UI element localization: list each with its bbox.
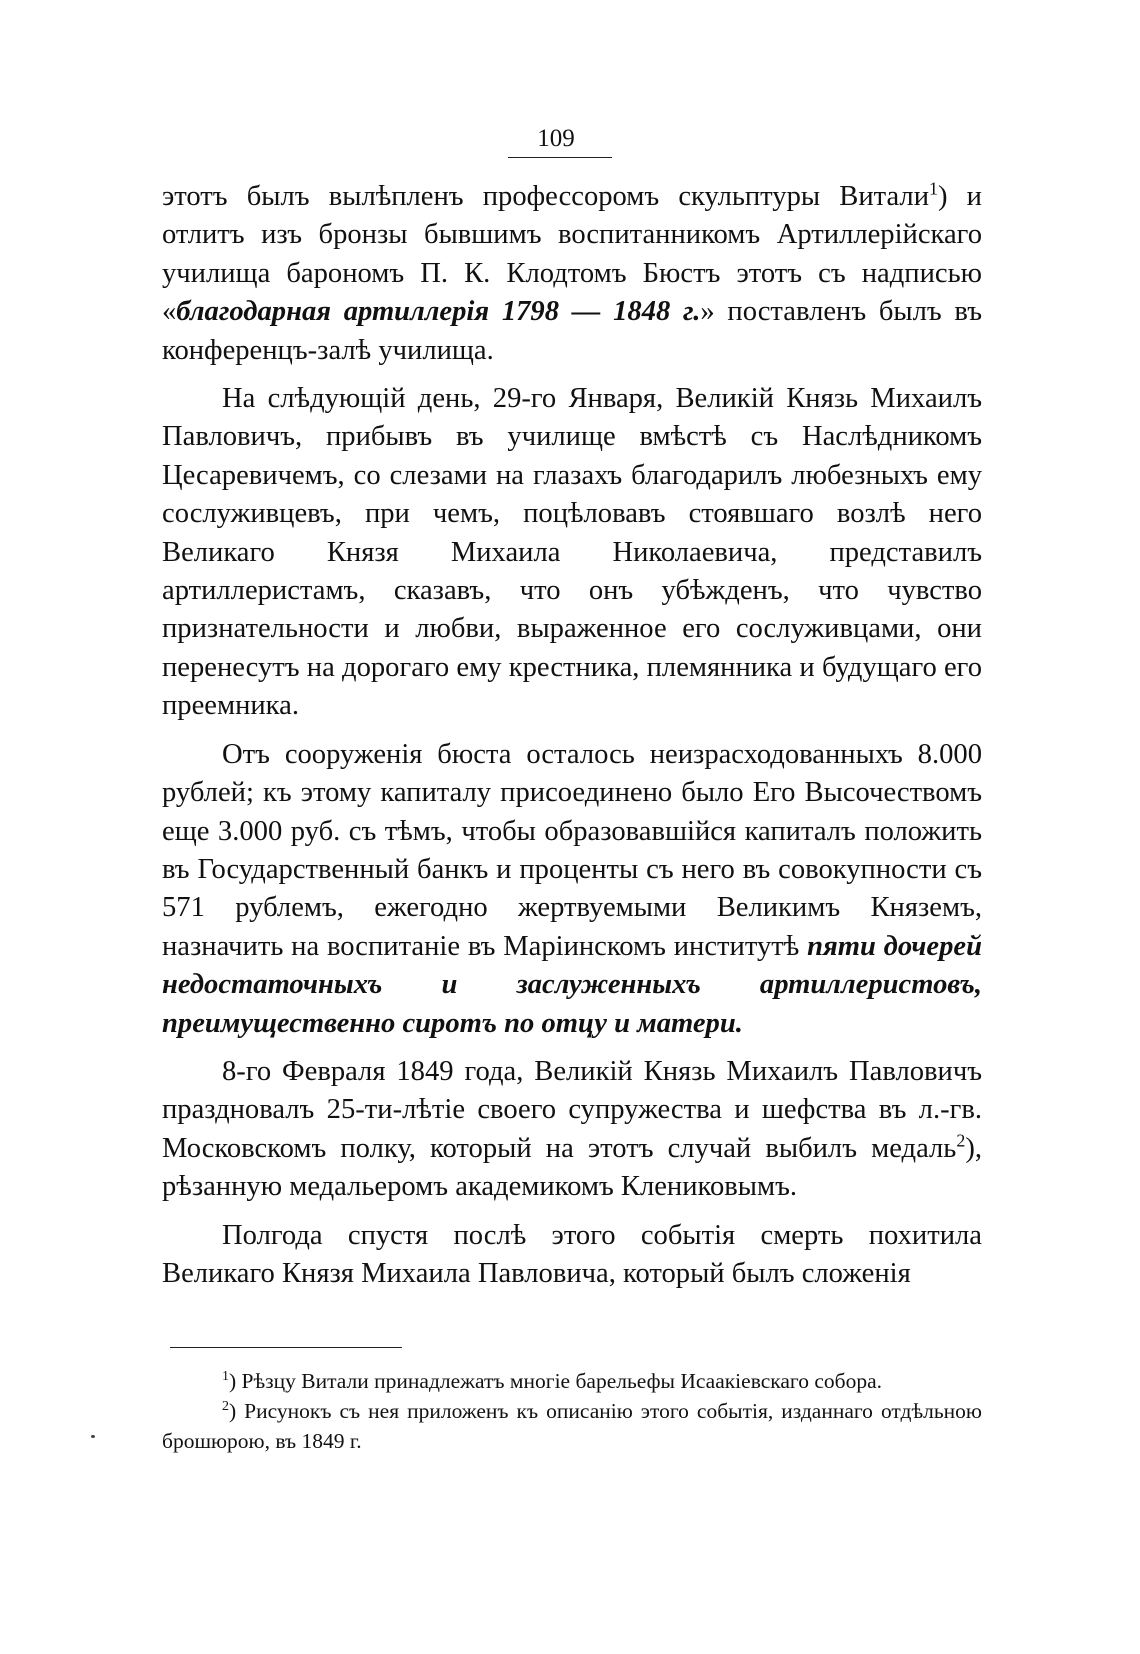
paragraph bbox=[162, 736, 982, 1043]
text-run: этотъ былъ вылѣпленъ профессоромъ скульптуры Витали bbox=[162, 181, 929, 212]
text-run: Полгода спустя послѣ этого событія смерть похитила Великаго Князя Михаила Павловича, который былъ сложенія bbox=[162, 1219, 982, 1289]
text-run: » поставленъ былъ въ конференцъ-залѣ училища. bbox=[162, 296, 983, 366]
footnote-marker: 1 bbox=[222, 1368, 229, 1384]
footnote-separator bbox=[170, 1347, 402, 1348]
text-run: ), рѣзанную медальеромъ академикомъ Клениковымъ. bbox=[162, 1132, 982, 1203]
emphasized-text: благодарная артиллерія 1798 — 1848 г. bbox=[176, 296, 701, 328]
page-number: 109 bbox=[537, 125, 575, 152]
header-rule bbox=[508, 157, 612, 158]
body-text bbox=[162, 178, 982, 1303]
text-run: 8-го Февраля 1849 года, Великій Князь Михаилъ Павловичъ праздновалъ 25-ти-лѣтіе своего супружества и шефства въ л.-гв. Московскомъ полку, который на этотъ случай выбилъ медаль bbox=[162, 1055, 982, 1164]
emphasized-text: пяти дочерей недостаточныхъ и заслуженныхъ артиллеристовъ, преимущественно сиротъ по отцу и матери. bbox=[162, 930, 982, 1039]
paragraph bbox=[162, 1217, 982, 1294]
text-run: ) и отлитъ изъ бронзы бывшимъ воспитанникомъ Артиллерійскаго училища барономъ П. К. Клодтомъ Бюстъ этотъ съ надписью « bbox=[162, 181, 982, 328]
footnote-marker: 2 bbox=[222, 1398, 229, 1414]
footnote-ref: 1 bbox=[929, 178, 938, 199]
footnote bbox=[162, 1366, 982, 1396]
text-run: На слѣдующій день, 29-го Января, Великій Князь Михаилъ Павловичъ, прибывъ въ училище вмѣстѣ съ Наслѣдникомъ Цесаревичемъ, со слезами на глазахъ благодарилъ любезныхъ ему сослуживцевъ, при чемъ, поцѣловавъ стоявшаго возлѣ него Великаго Князя Михаила Николаевича, представилъ артиллеристамъ, сказавъ, что онъ убѣжденъ, что чувство признательности и любви, выраженное его сослуживцами, они перенесутъ на дорогаго ему крестника, племянника и будущаго его преемника. bbox=[162, 383, 982, 722]
footnote-text: ) Рѣзцу Витали принадлежатъ многіе барельефы Исаакіевскаго собора. bbox=[229, 1369, 882, 1393]
footnote-ref: 2 bbox=[956, 1130, 966, 1151]
paragraph bbox=[162, 1053, 982, 1207]
paragraph bbox=[162, 178, 982, 370]
paragraph bbox=[162, 380, 982, 726]
footnote-text: ) Рисунокъ съ нея приложенъ къ описанію этого событія, изданнаго отдѣльною брошюрою, въ 1849 г. bbox=[162, 1399, 982, 1453]
footnotes bbox=[162, 1366, 982, 1456]
footnote bbox=[162, 1396, 982, 1456]
text-run: Отъ сооруженія бюста осталось неизрасходованныхъ 8.000 рублей; къ этому капиталу присоединено было Его Высочествомъ еще 3.000 руб. съ тѣмъ, чтобы образовавшійся капиталъ положить въ Государственный банкъ и проценты съ него въ совокупности съ 571 рублемъ, ежегодно жертвуемыми Великимъ Княземъ, назначить на воспитаніе въ Маріинскомъ институтѣ bbox=[162, 738, 982, 962]
print-speck bbox=[91, 1435, 95, 1438]
